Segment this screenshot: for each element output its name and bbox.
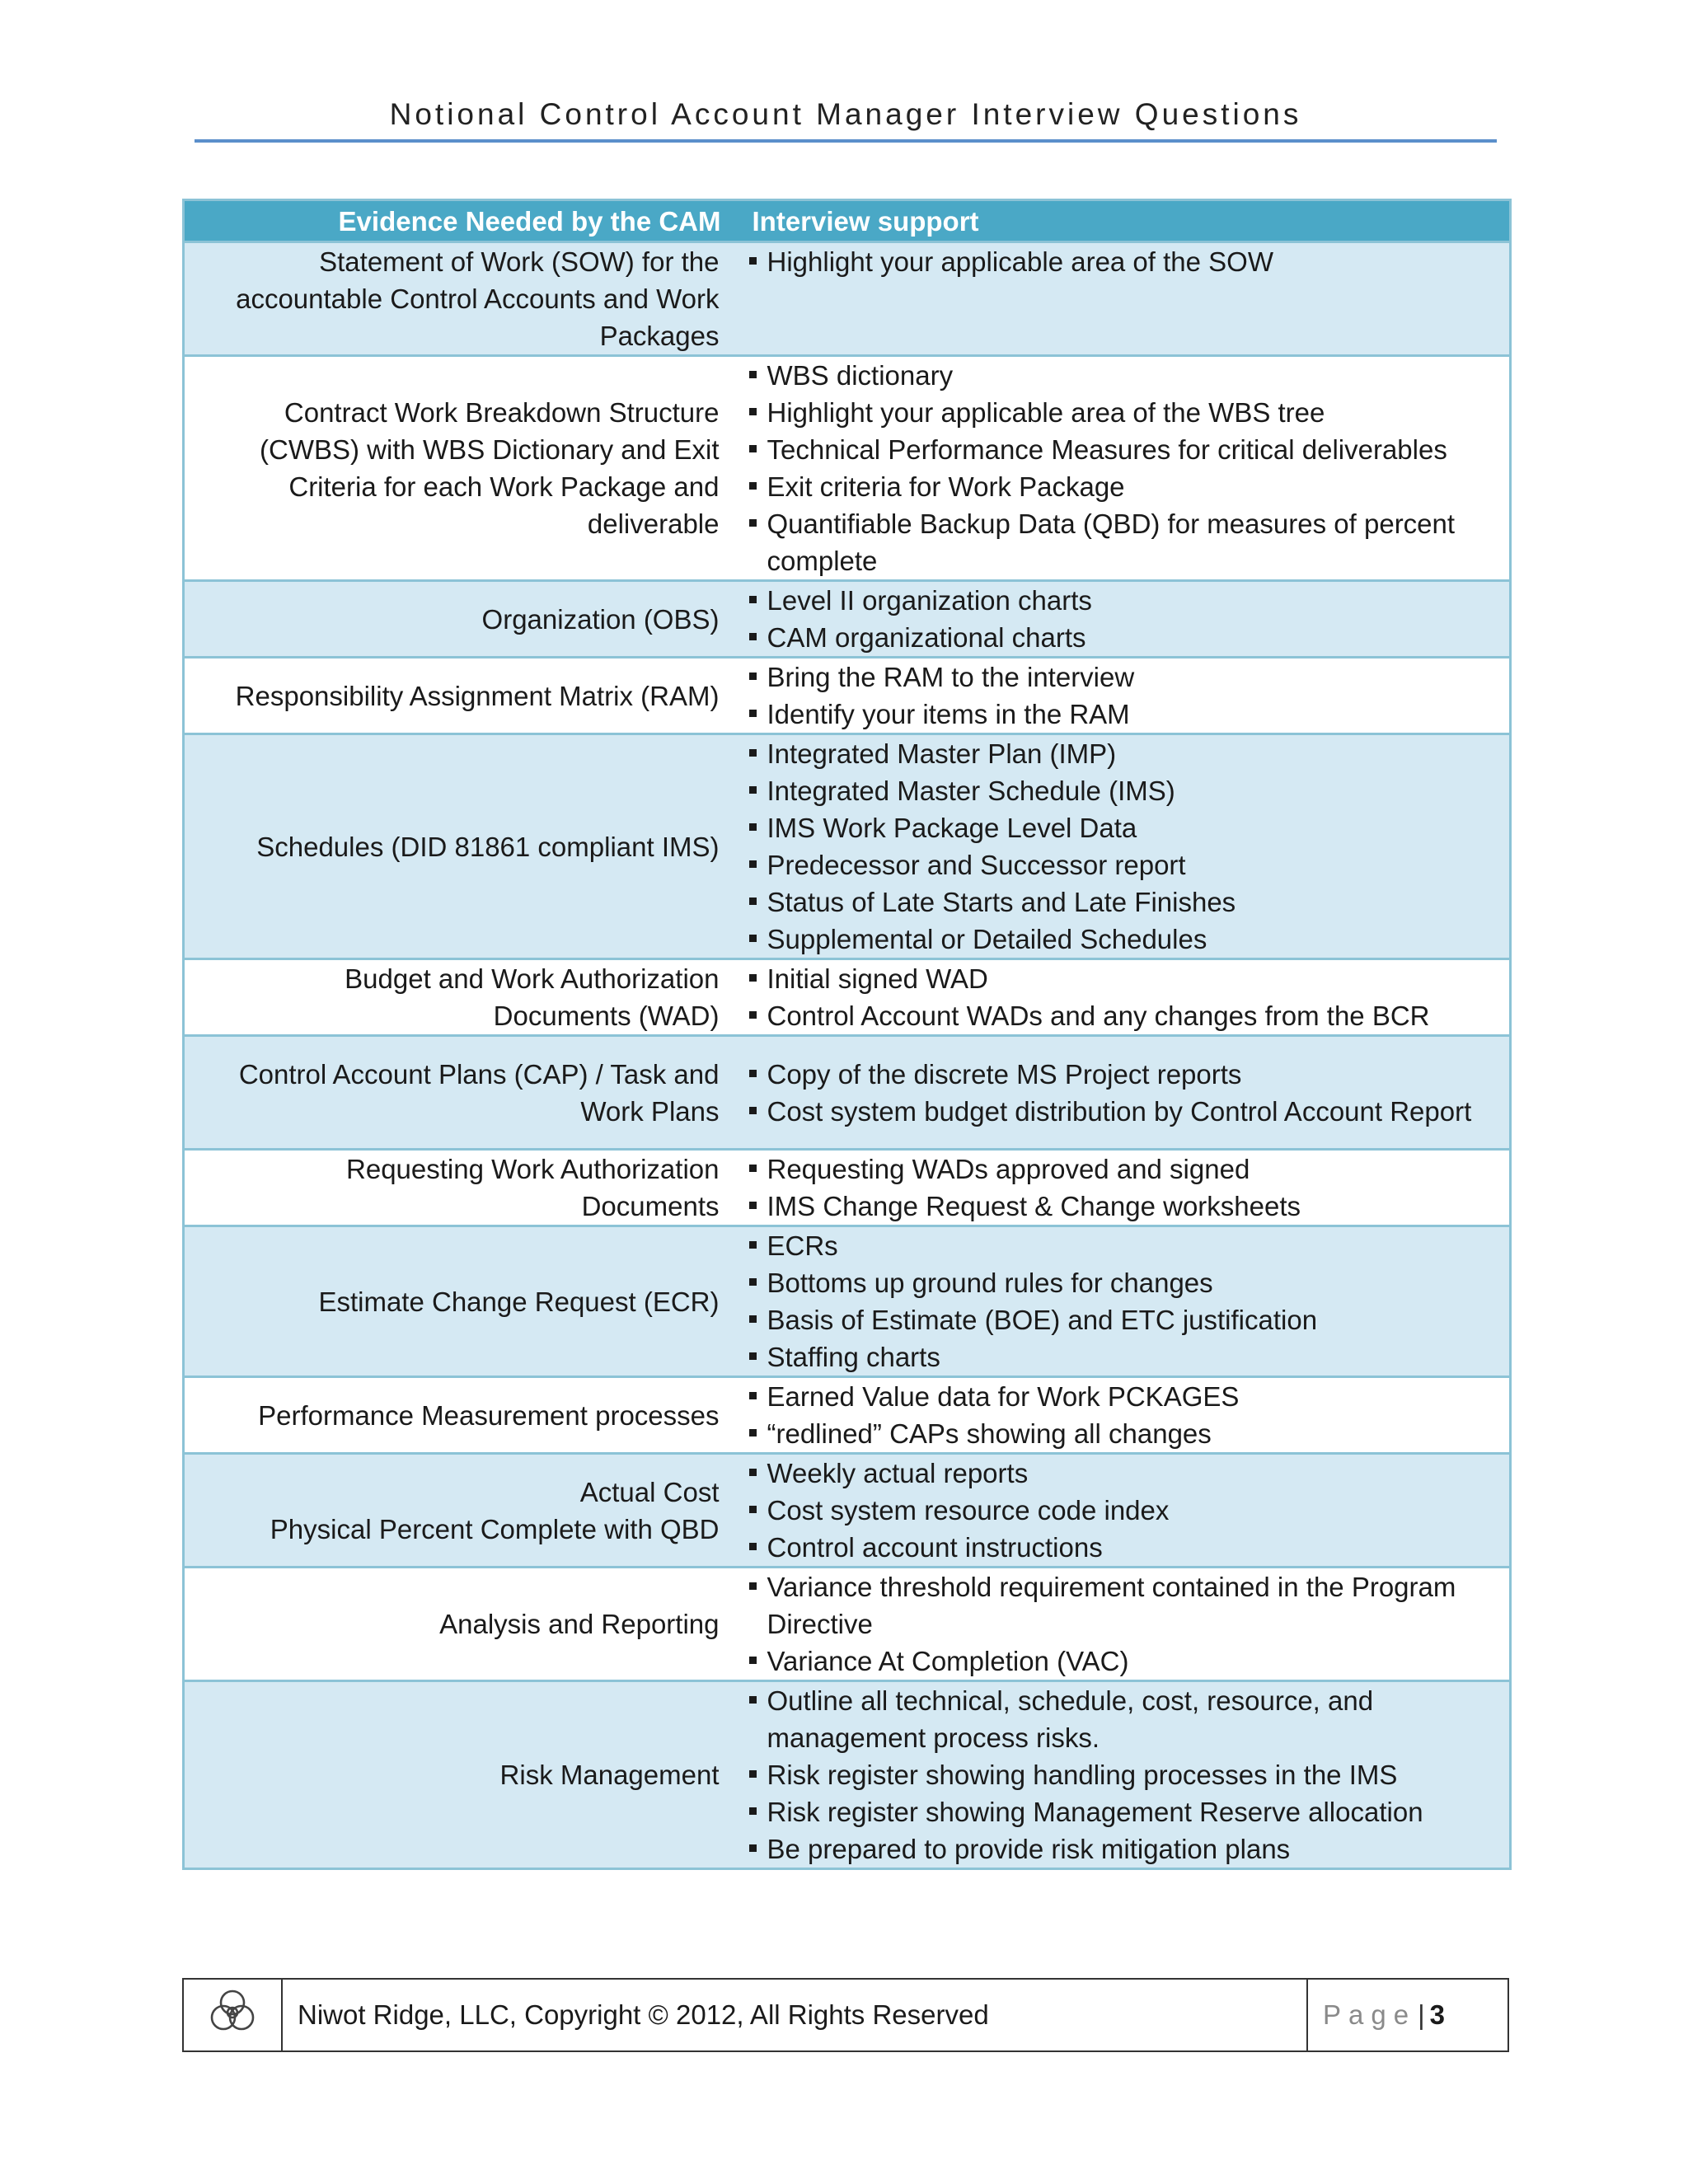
evidence-cell: Performance Measurement processes [184,1377,736,1454]
interlocking-rings-logo-icon [205,1985,260,2046]
list-item: Requesting WADs approved and signed [743,1151,1500,1188]
table-row [184,1568,1511,1681]
list-item: Be prepared to provide risk mitigation plans [743,1830,1500,1868]
list-item: Exit criteria for Work Package [743,468,1500,505]
list-item: Cost system budget distribution by Control Account Report [743,1093,1500,1130]
list-item: Identify your items in the RAM [743,696,1500,733]
evidence-line: Actual Cost [579,1476,720,1507]
list-item: Highlight your applicable area of the WBS tree [743,394,1500,431]
table-row [184,356,1511,581]
table-row [184,1036,1511,1150]
header-rule [195,139,1497,143]
evidence-cell: Risk Management [184,1681,736,1869]
page-number: 3 [1429,1999,1446,2030]
support-cell [736,1681,1511,1869]
column-header-support: Interview support [736,200,1511,242]
footer-page-indicator [1308,1980,1507,2050]
list-item: Control Account WADs and any changes from the BCR [743,997,1500,1034]
list-item: Integrated Master Schedule (IMS) [743,772,1500,809]
support-cell [736,581,1511,658]
list-item: Control account instructions [743,1529,1500,1566]
evidence-cell: Budget and Work Authorization Documents (WAD) [184,959,736,1036]
list-item: Variance At Completion (VAC) [743,1643,1500,1680]
table-row [184,1150,1511,1226]
list-item: ECRs [743,1227,1500,1264]
evidence-cell: Estimate Change Request (ECR) [184,1226,736,1377]
page-separator: | [1418,1999,1425,2030]
list-item: Risk register showing handling processes in the IMS [743,1756,1500,1793]
table-header-row [184,200,1511,242]
evidence-cell: Schedules (DID 81861 compliant IMS) [184,734,736,959]
list-item: Supplemental or Detailed Schedules [743,921,1500,958]
list-item: Highlight your applicable area of the SOW [743,243,1500,280]
evidence-cell: Organization (OBS) [184,581,736,658]
list-item: “redlined” CAPs showing all changes [743,1415,1500,1452]
column-header-evidence: Evidence Needed by the CAM [184,200,736,242]
evidence-cell: Responsibility Assignment Matrix (RAM) [184,658,736,734]
table-row [184,242,1511,356]
list-item: Level II organization charts [743,582,1500,619]
list-item: CAM organizational charts [743,619,1500,656]
page-footer [182,1978,1509,2052]
evidence-cell: Requesting Work Authorization Documents [184,1150,736,1226]
list-item: Bottoms up ground rules for changes [743,1264,1500,1301]
evidence-cell: Analysis and Reporting [184,1568,736,1681]
evidence-cell: Contract Work Breakdown Structure (CWBS) with WBS Dictionary and Exit Criteria for each Work Package and deliverable [184,356,736,581]
list-item: Weekly actual reports [743,1455,1500,1492]
support-cell [736,658,1511,734]
list-item: Cost system resource code index [743,1492,1500,1529]
table-row [184,658,1511,734]
list-item: IMS Work Package Level Data [743,809,1500,846]
list-item: Integrated Master Plan (IMP) [743,735,1500,772]
list-item: Basis of Estimate (BOE) and ETC justification [743,1301,1500,1338]
table-row [184,1377,1511,1454]
list-item: Bring the RAM to the interview [743,658,1500,696]
list-item: Variance threshold requirement contained in the Program Directive [743,1568,1500,1643]
footer-copyright: Niwot Ridge, LLC, Copyright © 2012, All Rights Reserved [283,1980,1308,2050]
table-row [184,734,1511,959]
list-item: Quantifiable Backup Data (QBD) for measures of percent complete [743,505,1500,579]
table-row [184,959,1511,1036]
list-item: Copy of the discrete MS Project reports [743,1056,1500,1093]
table-row [184,1681,1511,1869]
list-item: Earned Value data for Work PCKAGES [743,1378,1500,1415]
support-cell [736,1377,1511,1454]
list-item: Technical Performance Measures for critical deliverables [743,431,1500,468]
list-item: WBS dictionary [743,357,1500,394]
list-item: Outline all technical, schedule, cost, resource, and management process risks. [743,1682,1500,1756]
list-item: Predecessor and Successor report [743,846,1500,883]
list-item: IMS Change Request & Change worksheets [743,1188,1500,1225]
support-cell [736,1150,1511,1226]
table-row [184,1226,1511,1377]
support-cell [736,356,1511,581]
table-row [184,1454,1511,1568]
support-cell [736,242,1511,356]
list-item: Staffing charts [743,1338,1500,1376]
evidence-table [182,199,1512,1870]
support-cell [736,1036,1511,1150]
support-cell [736,1568,1511,1681]
evidence-cell [184,1454,736,1568]
support-cell [736,959,1511,1036]
support-cell [736,734,1511,959]
list-item: Risk register showing Management Reserve allocation [743,1793,1500,1830]
table-row [184,581,1511,658]
list-item: Status of Late Starts and Late Finishes [743,883,1500,921]
page-label: Page [1323,1999,1417,2030]
footer-logo-cell [184,1980,283,2050]
evidence-cell: Statement of Work (SOW) for the accountable Control Accounts and Work Packages [184,242,736,356]
support-cell [736,1454,1511,1568]
list-item: Initial signed WAD [743,960,1500,997]
evidence-line: Physical Percent Complete with QBD [270,1513,720,1544]
page-header-title: Notional Control Account Manager Interview Questions [389,97,1302,131]
support-cell [736,1226,1511,1377]
evidence-cell: Control Account Plans (CAP) / Task and Work Plans [184,1036,736,1150]
